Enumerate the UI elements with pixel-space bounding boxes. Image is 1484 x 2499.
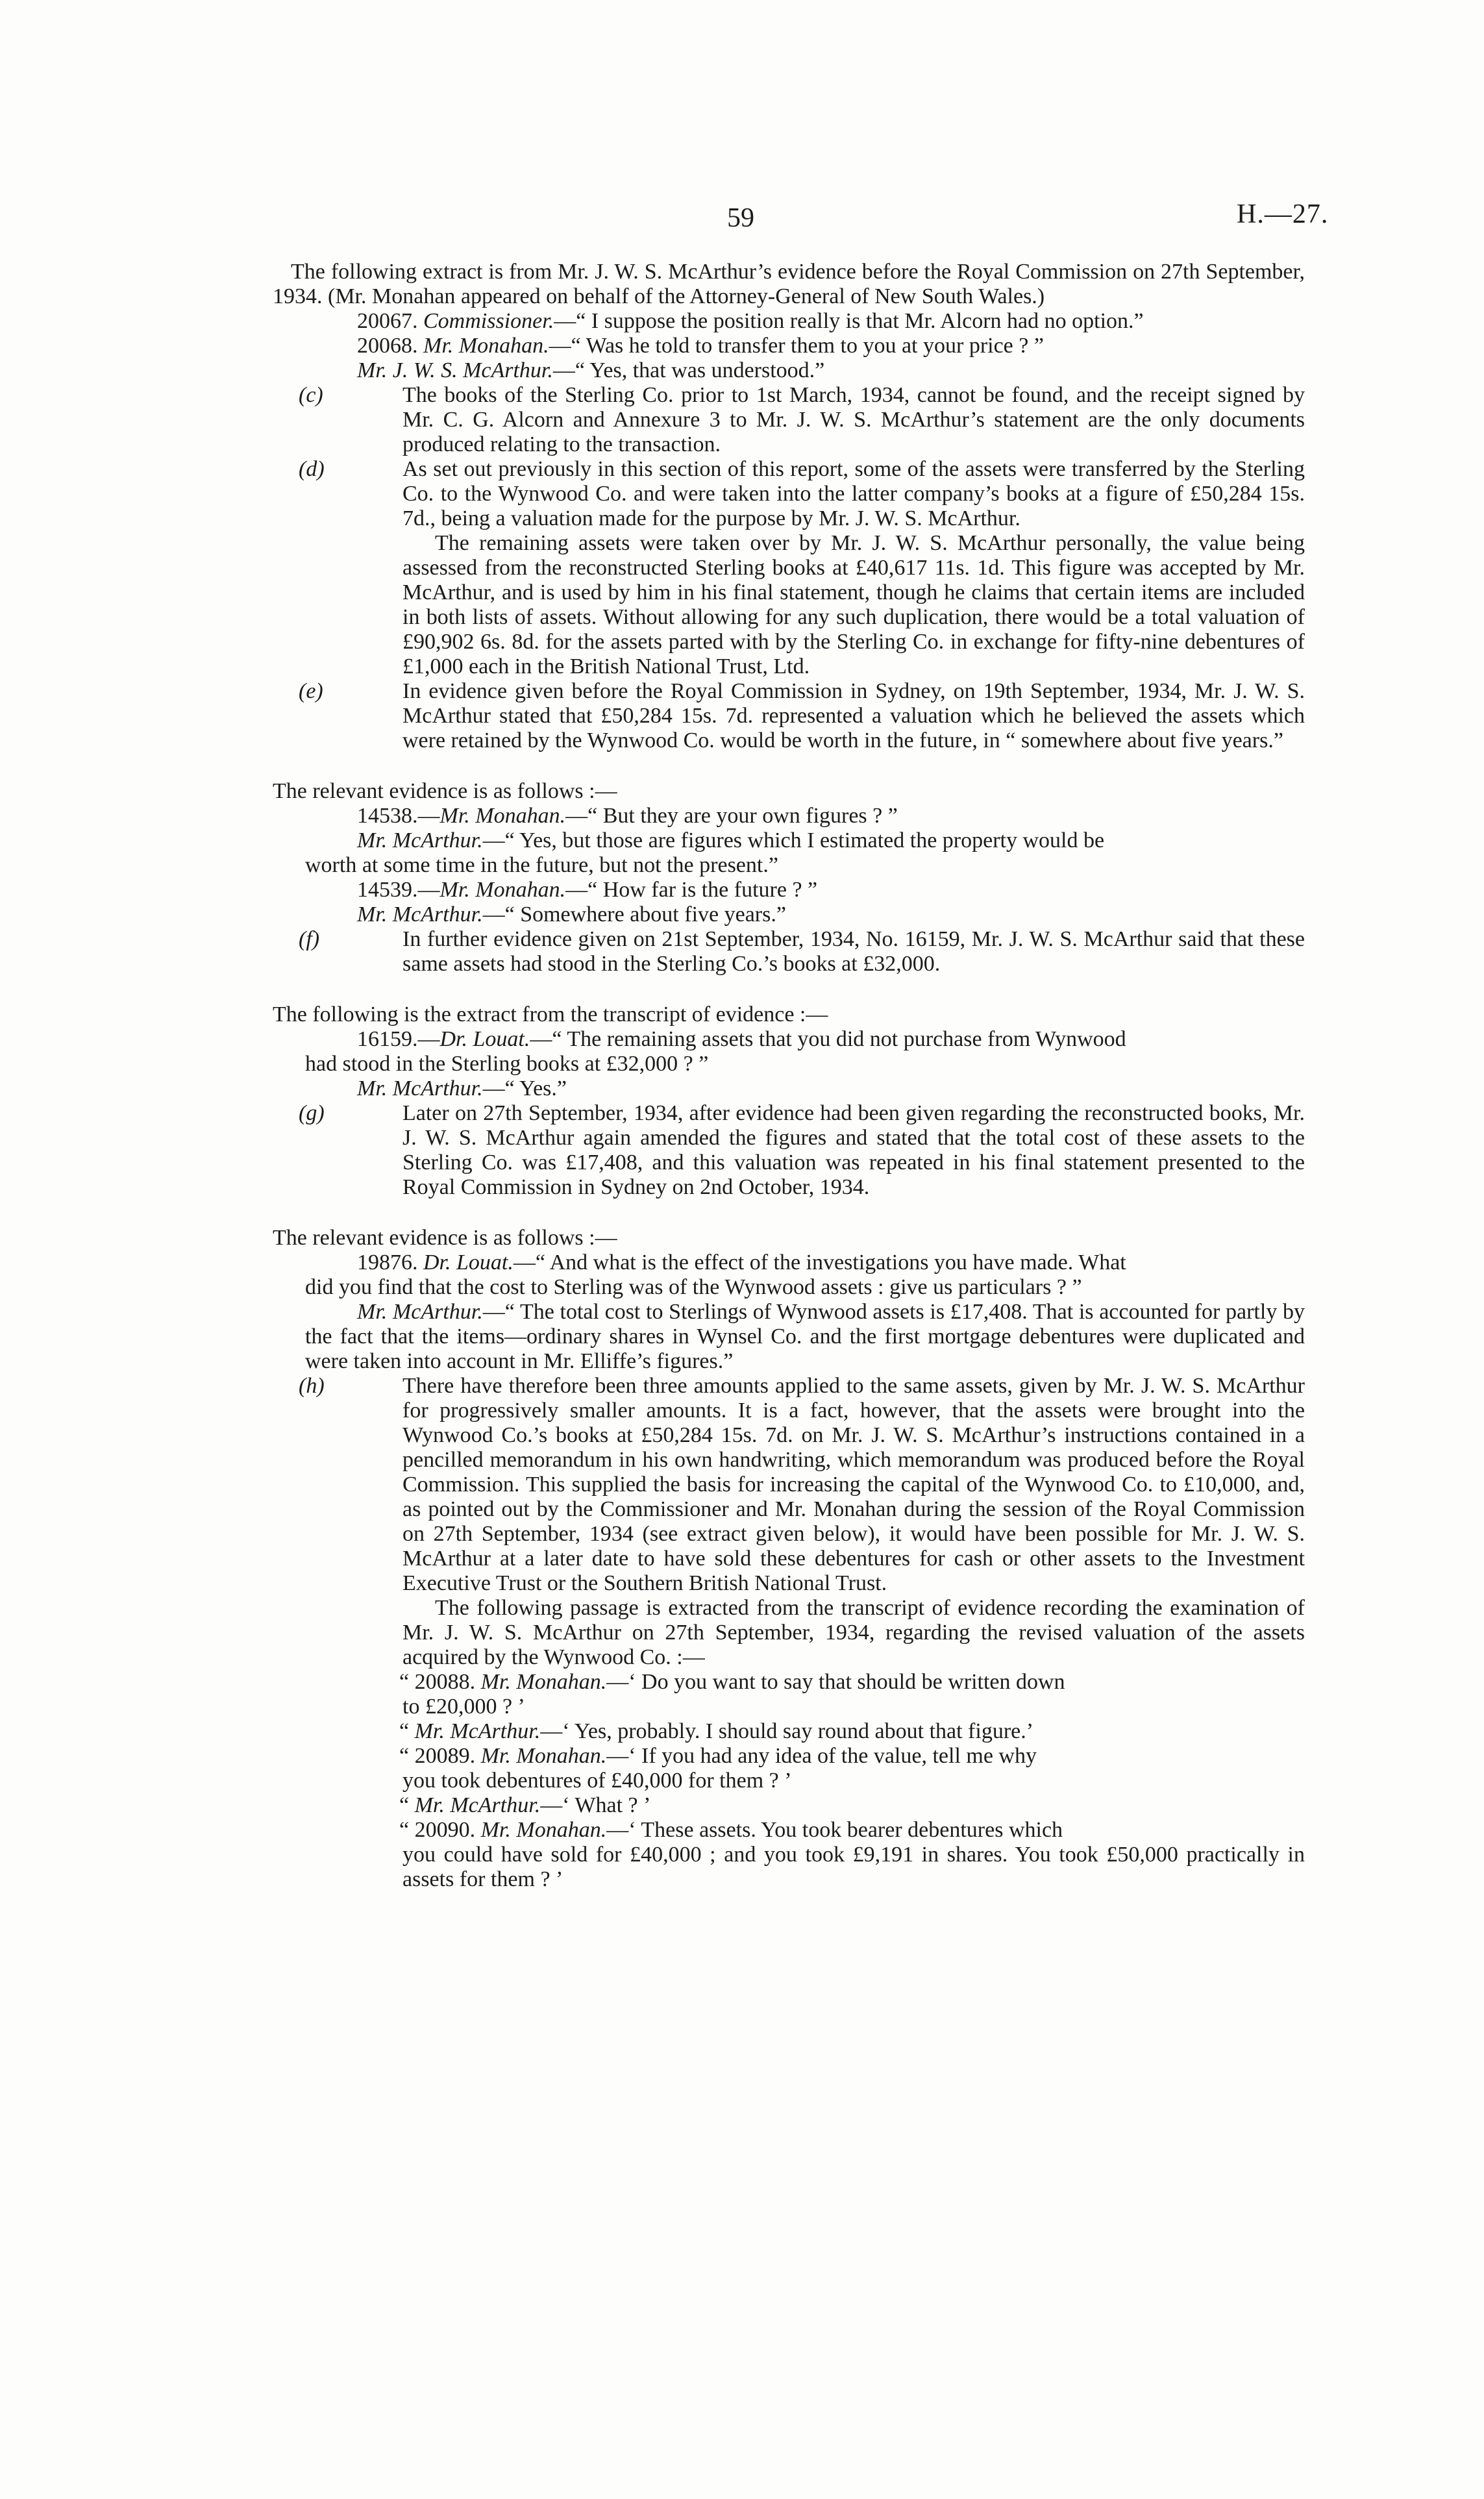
quote-text: —“ Was he told to transfer them to you at your price ? ” bbox=[549, 334, 1044, 358]
evidence-question-20068 bbox=[273, 334, 1305, 358]
speaker-name: Mr. Monahan. bbox=[439, 804, 566, 828]
item-text: As set out previously in this section of this report, some of the assets were transferred by the Sterling Co. to the Wynwood Co. and were taken into the latter company’s books at a figure of £50,284 15s. 7d., being a valuation made for the purpose by Mr. J. W. S. McArthur. bbox=[402, 457, 1305, 530]
quote-text: —“ Yes, but those are figures which I estimated the property would be bbox=[482, 828, 1105, 852]
speaker-name: Mr. McArthur. bbox=[357, 902, 483, 926]
document-body bbox=[273, 260, 1305, 1892]
speaker-name: Mr. McArthur. bbox=[357, 1076, 483, 1100]
evidence-question-16159 bbox=[273, 1027, 1305, 1052]
quote-text: —‘ Yes, probably. I should say round about that figure.’ bbox=[540, 1719, 1034, 1743]
evidence-answer-14538 bbox=[273, 828, 1305, 853]
evidence-answer-14539 bbox=[273, 902, 1305, 927]
item-label: (d) bbox=[299, 457, 325, 481]
intro-paragraph: The following extract is from Mr. J. W. S. McArthur’s evidence before the Royal Commission on 27th September, 1934. (Mr. Monahan appeared on behalf of the Attorney-General of New South Wales.) bbox=[273, 260, 1305, 308]
item-label: (e) bbox=[299, 679, 323, 703]
item-text-continued: The remaining assets were taken over by Mr. J. W. S. McArthur personally, the value being assessed from the reconstructed Sterling books at £40,617 11s. 1d. This figure was accepted by Mr. McArthur, and is used by him in his final statement, though he claims that certain items are included in both lists of assets. Without allowing for any such duplication, there would be a total valuation of £90,902 6s. 8d. for the assets parted with by the Sterling Co. in exchange for fifty-nine debentures of £1,000 each in the British National Trust, Ltd. bbox=[402, 531, 1305, 678]
question-number: “ 20088. bbox=[399, 1670, 476, 1694]
item-text: Later on 27th September, 1934, after evidence had been given regarding the reconstructed books, Mr. J. W. S. McArthur again amended the figures and stated that the total cost of these assets to the Sterling Co. was £17,408, and this valuation was repeated in his final statement presented to the Royal Commission in Sydney on 2nd October, 1934. bbox=[402, 1101, 1305, 1199]
item-text: The books of the Sterling Co. prior to 1st March, 1934, cannot be found, and the receipt signed by Mr. C. G. Alcorn and Annexure 3 to Mr. J. W. S. McArthur’s statement are the only documents produced relating to the transaction. bbox=[402, 383, 1305, 456]
question-number: 19876. bbox=[357, 1250, 418, 1274]
list-item-e bbox=[273, 679, 1305, 753]
quote-text: —“ Yes.” bbox=[482, 1076, 567, 1100]
evidence-intro-2: The following is the extract from the transcript of evidence :— bbox=[273, 1002, 828, 1026]
evidence-answer-20068 bbox=[273, 358, 1305, 383]
speaker-name: Commissioner. bbox=[423, 309, 554, 333]
evidence-question-continued: to £20,000 ? ’ bbox=[402, 1695, 525, 1719]
evidence-intro-1: The relevant evidence is as follows :— bbox=[273, 779, 617, 803]
speaker-name: Mr. McArthur. bbox=[357, 828, 483, 852]
speaker-name: Mr. Monahan. bbox=[480, 1744, 607, 1768]
evidence-question-20089 bbox=[273, 1744, 1305, 1769]
speaker-name: Mr. McArthur. bbox=[414, 1793, 541, 1817]
item-label: (h) bbox=[299, 1374, 325, 1398]
quote-text: —‘ If you had any idea of the value, tell me why bbox=[606, 1744, 1037, 1768]
quote-text: —“ I suppose the position really is that Mr. Alcorn had no option.” bbox=[554, 309, 1144, 333]
quote-open: “ bbox=[399, 1793, 410, 1817]
speaker-name: Mr. Monahan. bbox=[423, 334, 549, 358]
evidence-question-20088 bbox=[273, 1670, 1305, 1695]
question-number: “ 20089. bbox=[399, 1744, 476, 1768]
item-text: In further evidence given on 21st September, 1934, No. 16159, Mr. J. W. S. McArthur said that these same assets had stood in the Sterling Co.’s books at £32,000. bbox=[402, 927, 1305, 976]
question-number: 16159.— bbox=[357, 1027, 440, 1051]
evidence-question-continued: had stood in the Sterling books at £32,000 ? ” bbox=[305, 1052, 709, 1076]
question-number: 20067. bbox=[357, 309, 418, 333]
speaker-name: Mr. J. W. S. McArthur. bbox=[357, 358, 553, 382]
quote-text: —“ Somewhere about five years.” bbox=[482, 902, 786, 926]
evidence-answer-continued: worth at some time in the future, but not the present.” bbox=[305, 853, 778, 877]
speaker-name: Mr. McArthur. bbox=[414, 1719, 541, 1743]
quote-text: —“ But they are your own figures ? ” bbox=[565, 804, 898, 828]
evidence-question-14539 bbox=[273, 878, 1305, 902]
list-item-h bbox=[273, 1374, 1305, 1670]
speaker-name: Dr. Louat. bbox=[423, 1250, 513, 1274]
item-text-continued: The following passage is extracted from the transcript of evidence recording the examination of Mr. J. W. S. McArthur on 27th September, 1934, regarding the revised valuation of the assets acquired by the Wynwood Co. :— bbox=[402, 1596, 1305, 1669]
question-number: 20068. bbox=[357, 334, 418, 358]
evidence-question-19876 bbox=[273, 1250, 1305, 1275]
evidence-question-continued: did you find that the cost to Sterling was of the Wynwood assets : give us particulars ? ” bbox=[305, 1275, 1082, 1299]
question-number: 14538.— bbox=[357, 804, 440, 828]
speaker-name: Dr. Louat. bbox=[439, 1027, 530, 1051]
quote-text: —‘ These assets. You took bearer debentures which bbox=[606, 1818, 1063, 1842]
question-number: “ 20090. bbox=[399, 1818, 476, 1842]
list-item-g bbox=[273, 1101, 1305, 1200]
evidence-question-14538 bbox=[273, 804, 1305, 828]
page-number: 59 bbox=[727, 203, 754, 233]
quote-text: —“ The total cost to Sterlings of Wynwood assets is £17,408. That is accounted for partly by the fact that the items—ordinary shares in Wynsel Co. and the first mortgage debentures were duplicated and were taken into account in Mr. Elliffe’s figures.” bbox=[305, 1300, 1305, 1373]
quote-text: —‘ What ? ’ bbox=[540, 1793, 651, 1817]
quote-text: —“ The remaining assets that you did not purchase from Wynwood bbox=[530, 1027, 1126, 1051]
evidence-question-20090 bbox=[273, 1818, 1305, 1843]
speaker-name: Mr. Monahan. bbox=[480, 1670, 607, 1694]
item-label: (g) bbox=[299, 1101, 325, 1125]
quote-text: —“ How far is the future ? ” bbox=[565, 878, 818, 902]
speaker-name: Mr. Monahan. bbox=[480, 1818, 607, 1842]
speaker-name: Mr. Monahan. bbox=[439, 878, 566, 902]
list-item-f bbox=[273, 927, 1305, 976]
quote-open: “ bbox=[399, 1719, 410, 1743]
item-text: In evidence given before the Royal Commission in Sydney, on 19th September, 1934, Mr. J. W. S. McArthur stated that £50,284 15s. 7d. represented a valuation which he believed the assets which were retained by the Wynwood Co. would be worth in the future, in “ somewhere about five years.” bbox=[402, 679, 1305, 752]
evidence-answer-20089 bbox=[273, 1793, 1305, 1818]
quote-text: —‘ Do you want to say that should be written down bbox=[606, 1670, 1065, 1694]
evidence-question-20067 bbox=[273, 309, 1305, 334]
evidence-question-continued: you took debentures of £40,000 for them ? ’ bbox=[402, 1769, 792, 1793]
question-number: 14539.— bbox=[357, 878, 440, 902]
list-item-c bbox=[273, 383, 1305, 457]
item-label: (f) bbox=[299, 927, 320, 951]
evidence-intro-3: The relevant evidence is as follows :— bbox=[273, 1226, 617, 1250]
speaker-name: Mr. McArthur. bbox=[357, 1300, 483, 1324]
quote-text: —“ And what is the effect of the investigations you have made. What bbox=[513, 1250, 1126, 1274]
item-text: There have therefore been three amounts applied to the same assets, given by Mr. J. W. S. McArthur for progressively smaller amounts. It is a fact, however, that the assets were brought into the Wynwood Co.’s books at £50,284 15s. 7d. on Mr. J. W. S. McArthur’s instructions contained in a pencilled memorandum in his own handwriting, which memorandum was produced before the Royal Commission. This supplied the basis for increasing the capital of the Wynwood Co. to £10,000, and, as pointed out by the Commissioner and Mr. Monahan during the session of the Royal Commission on 27th September, 1934 (see extract given below), it would have been possible for Mr. J. W. S. McArthur at a later date to have sold these debentures for cash or other assets to the Investment Executive Trust or the Southern British National Trust. bbox=[402, 1374, 1305, 1595]
evidence-answer-19876 bbox=[273, 1300, 1305, 1374]
quote-text: —“ Yes, that was understood.” bbox=[552, 358, 825, 382]
item-label: (c) bbox=[299, 383, 323, 407]
list-item-d bbox=[273, 457, 1305, 679]
evidence-answer-20088 bbox=[273, 1719, 1305, 1744]
evidence-question-continued: you could have sold for £40,000 ; and you took £9,191 in shares. You took £50,000 practically in assets for them ? ’ bbox=[402, 1843, 1305, 1891]
evidence-answer-16159 bbox=[273, 1076, 1305, 1101]
document-reference: H.—27. bbox=[1237, 199, 1329, 229]
